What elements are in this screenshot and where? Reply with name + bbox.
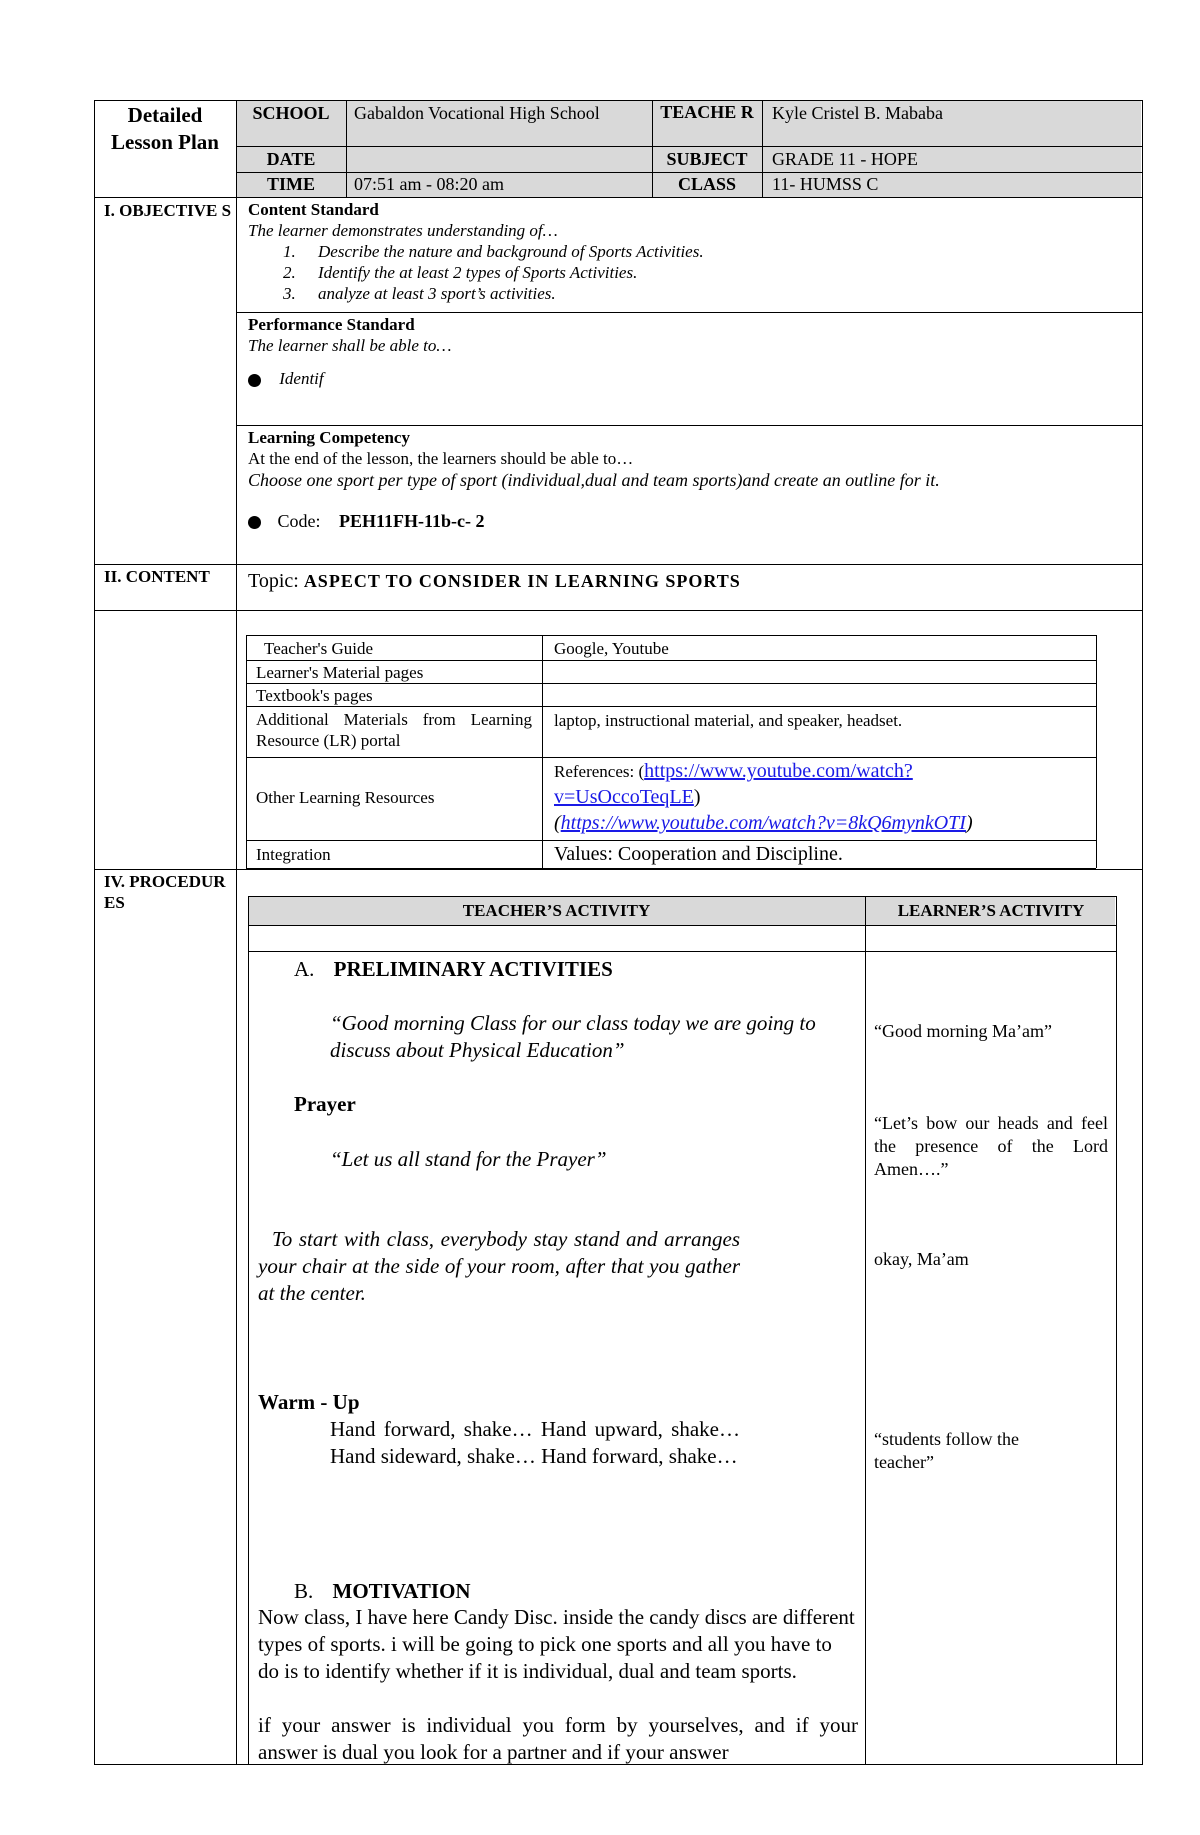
- content-standard-list: [248, 241, 1128, 304]
- bullet-icon: [248, 516, 261, 529]
- resource-label: Additional Materials from Learning Resource (LR) portal: [256, 710, 532, 750]
- topic: [248, 569, 1128, 594]
- references-prefix: References: (: [554, 762, 645, 781]
- header-row-line-1: [236, 146, 1142, 147]
- content-bottom-line: [94, 610, 1142, 611]
- teacher-label: TEACHE R: [660, 102, 754, 122]
- date-label: DATE: [266, 149, 316, 169]
- resources-bottom-line: [94, 869, 1142, 870]
- learner-prayer: “Let’s bow our heads and feel the presence of the Lord Amen….”: [874, 1113, 1108, 1179]
- section-column-divider: [236, 100, 237, 1765]
- header-col-line-1: [346, 100, 347, 197]
- outer-left-border: [94, 100, 95, 1765]
- motivation-heading: [294, 1578, 794, 1605]
- reference-link-1[interactable]: https://www.youtube.com/watch?: [644, 760, 913, 782]
- resource-label: Integration: [256, 845, 331, 864]
- school-label: SCHOOL: [252, 103, 330, 123]
- section-letter-a: A.: [294, 957, 315, 981]
- resource-label: Textbook's pages: [256, 686, 373, 705]
- learning-competency: [248, 427, 1128, 533]
- warmup-heading: Warm - Up: [258, 1390, 360, 1414]
- content-section-label: II. CONTENT: [104, 567, 210, 586]
- procedures-section-label: IV. PROCEDUR ES: [104, 872, 226, 912]
- learning-competency-task: Choose one sport per type of sport (individual,dual and team sports)and create an outline for it.: [248, 470, 940, 490]
- resource-value: Google, Youtube: [554, 639, 669, 658]
- resource-label: Other Learning Resources: [256, 788, 435, 807]
- warmup-text: Hand forward, shake… Hand upward, shake… Hand sideward, shake… Hand forward, shake…: [330, 1417, 740, 1468]
- references: References: (https://www.youtube.com/watch? v=UsOccoTeqLE) (https://www.youtube.com/watch?v=8kQ6mynkOTI): [554, 760, 973, 834]
- code-value: PEH11FH-11b-c- 2: [339, 511, 485, 531]
- motivation-text-2: if your answer is individual you form by yourselves, and if your answer is dual you look for a partner and if your answer: [258, 1713, 858, 1764]
- resource-value: Values: Cooperation and Discipline.: [554, 843, 843, 865]
- performance-standard-heading: Performance Standard: [248, 315, 415, 334]
- start-text: To start with class, everybody stay stand and arranges your chair at the side of your room, after that you gather at the center.: [258, 1227, 740, 1305]
- performance-standard-intro: The learner shall be able to…: [248, 336, 452, 355]
- reference-link-1-cont[interactable]: v=UsOccoTeqLE: [554, 786, 694, 808]
- header-col-line-3: [762, 100, 763, 197]
- class-label: CLASS: [677, 174, 737, 194]
- learner-okay: okay, Ma’am: [874, 1249, 969, 1269]
- learning-competency-heading: Learning Competency: [248, 428, 410, 447]
- code-label: Code:: [277, 511, 321, 531]
- learner-follow: “students follow the teacher”: [874, 1429, 1019, 1472]
- resource-value: laptop, instructional material, and speaker, headset.: [554, 711, 903, 730]
- competency-code: [248, 510, 1128, 533]
- school-value: Gabaldon Vocational High School: [354, 103, 600, 123]
- list-item: 3. analyze at least 3 sport’s activities.: [283, 284, 556, 303]
- objectives-divider-2: [236, 425, 1142, 426]
- preliminary-heading: [294, 956, 854, 983]
- performance-standard-bullet: Identif: [248, 368, 1128, 389]
- greeting-text: “Good morning Class for our class today we are going to discuss about Physical Education”: [330, 1011, 816, 1062]
- objectives-section-label: I. OBJECTIVE S: [104, 201, 232, 220]
- learning-competency-intro: At the end of the lesson, the learners should be able to…: [248, 449, 634, 468]
- teacher-value: Kyle Cristel B. Mababa: [772, 103, 943, 123]
- outer-right-border: [1142, 100, 1143, 1765]
- subject-value: GRADE 11 - HOPE: [772, 149, 918, 169]
- resource-label: Learner's Material pages: [256, 663, 424, 682]
- resources-table: [246, 635, 1096, 868]
- teacher-activity-header: TEACHER’S ACTIVITY: [462, 901, 651, 920]
- section-letter-b: B.: [294, 1579, 314, 1603]
- motivation-text: Now class, I have here Candy Disc. inside the candy discs are different types of sports. i will be going to pick one sports and all you have to do is to identify whether if it is individual, dual and team sports.: [258, 1605, 855, 1683]
- objectives-divider-1: [236, 312, 1142, 313]
- resource-label: Teacher's Guide: [264, 639, 374, 658]
- prayer-text: “Let us all stand for the Prayer”: [330, 1147, 607, 1171]
- preliminary-title: PRELIMINARY ACTIVITIES: [333, 957, 613, 981]
- bullet-icon: [248, 374, 261, 387]
- topic-label: Topic:: [248, 570, 299, 592]
- time-value: 07:51 am - 08:20 am: [354, 174, 504, 194]
- reference-link-2[interactable]: https://www.youtube.com/watch?v=8kQ6mynkOTI: [560, 812, 966, 834]
- class-value: 11- HUMSS C: [772, 174, 879, 194]
- learner-activity-header: LEARNER’S ACTIVITY: [897, 901, 1085, 920]
- list-item: 2. Identify the at least 2 types of Sports Activities.: [283, 263, 638, 282]
- header-bottom-line: [94, 197, 1142, 198]
- time-label: TIME: [266, 174, 315, 194]
- content-standard-heading: Content Standard: [248, 200, 379, 219]
- objectives-bottom-line: [94, 564, 1142, 565]
- motivation-title: MOTIVATION: [332, 1579, 471, 1603]
- prayer-heading: Prayer: [294, 1092, 356, 1116]
- performance-standard: [248, 314, 1128, 389]
- list-item: 1. Describe the nature and background of Sports Activities.: [283, 242, 704, 261]
- header-col-line-2: [652, 100, 653, 197]
- learner-greeting: “Good morning Ma’am”: [874, 1021, 1052, 1041]
- subject-label: SUBJECT: [666, 149, 748, 169]
- topic-value: ASPECT TO CONSIDER IN LEARNING SPORTS: [303, 571, 741, 591]
- content-standard: [248, 199, 1128, 304]
- content-standard-intro: The learner demonstrates understanding of…: [248, 221, 558, 240]
- lesson-plan-title: Detailed Lesson Plan: [111, 103, 219, 154]
